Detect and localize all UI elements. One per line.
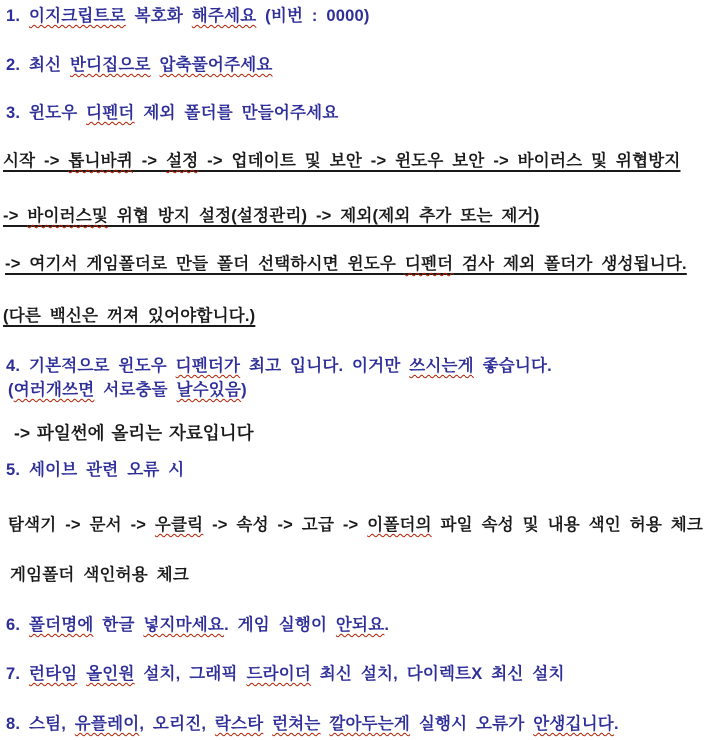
- text-segment: 제외 폴더를 만들어주세요: [134, 104, 339, 122]
- text-segment: 8. 스팀,: [6, 715, 75, 733]
- text-segment: 게임폴더 색인허용 체크: [10, 566, 189, 584]
- text-segment: (: [8, 381, 14, 399]
- misspelled-word: 런타임: [28, 665, 78, 683]
- text-segment: (비번 : 0000): [256, 7, 370, 25]
- text-line: [8, 380, 247, 400]
- misspelled-word: 바이러스및: [27, 207, 109, 225]
- misspelled-word: 이폴더의: [367, 516, 432, 534]
- text-segment: 5. 세이브 관련 오류 시: [6, 461, 185, 479]
- text-segment: 파일 속성 및 내용 색인 허용 체크: [431, 516, 704, 534]
- misspelled-word: 런쳐는: [272, 715, 321, 733]
- text-segment: 2. 최신: [6, 56, 71, 74]
- text-line: [6, 103, 338, 123]
- text-segment: 한글: [93, 616, 144, 634]
- text-segment: 복호화: [125, 7, 192, 25]
- text-line: [14, 423, 254, 443]
- text-line: [10, 565, 189, 585]
- text-segment: ->: [132, 152, 167, 170]
- text-segment: (다른 백신은 꺼져 있어야합니다.): [3, 307, 256, 325]
- text-segment: 6.: [6, 616, 29, 634]
- misspelled-word: 우클릭: [154, 516, 204, 534]
- text-segment: 최고 입니다. 이거만: [240, 357, 410, 375]
- misspelled-word: 압축풀어주세요: [159, 56, 273, 74]
- text-segment: 1.: [6, 7, 29, 25]
- text-segment: 3. 윈도우: [6, 104, 87, 122]
- text-line: [6, 55, 273, 75]
- misspelled-word: 쓰시는게: [409, 357, 474, 375]
- misspelled-word: 날수있음: [176, 381, 242, 399]
- text-segment: -> 여기서 게임폴더로 만들 폴더 선택하시면 윈도우: [5, 255, 405, 273]
- misspelled-word: 디펜더가: [175, 357, 241, 375]
- misspelled-word: 반디집으로: [70, 56, 151, 74]
- text-segment: , 오리진,: [139, 715, 215, 733]
- text-line: [5, 254, 687, 274]
- text-segment: 서로충돌: [94, 381, 177, 399]
- misspelled-word: 드라이더: [246, 665, 311, 683]
- text-segment: [151, 56, 160, 74]
- text-segment: -> 업데이트 및 보안 -> 윈도우 보안 -> 바이러스 및 위협방지: [198, 152, 681, 170]
- misspelled-word: 이지크립트로: [28, 7, 126, 25]
- text-segment: 최신 설치, 다이렉트X 최신 설치: [311, 665, 565, 683]
- text-segment: 위협 방지 설정(설정관리) -> 제외(제외 추가 또는 제거): [108, 207, 540, 225]
- text-line: [6, 664, 565, 684]
- misspelled-word: 디펜더: [86, 104, 135, 122]
- text-segment: 시작 ->: [3, 152, 69, 170]
- misspelled-word: 안생깁니다: [533, 715, 614, 733]
- text-segment: [263, 715, 272, 733]
- misspelled-word: 폴더명에: [28, 616, 94, 634]
- misspelled-word: 톱니바퀴: [68, 152, 133, 170]
- text-line: [3, 151, 680, 171]
- text-segment: . 게임 실행이: [224, 616, 336, 634]
- text-segment: 실행시 오류가: [410, 715, 534, 733]
- text-segment: .: [613, 715, 619, 733]
- text-segment: [77, 665, 86, 683]
- misspelled-word: 안되요: [335, 616, 385, 634]
- misspelled-word: 디펜더: [404, 255, 454, 273]
- text-segment: 검사 제외 폴더가 생성됩니다.: [453, 255, 687, 273]
- misspelled-word: 설정: [166, 152, 199, 170]
- misspelled-word: 깔아두는게: [329, 715, 411, 733]
- text-segment: 좋습니다.: [473, 357, 552, 375]
- text-line: [6, 714, 619, 734]
- text-line: [6, 615, 389, 635]
- misspelled-word: 해주세요: [191, 7, 257, 25]
- misspelled-word: 넣지마세요: [143, 616, 225, 634]
- text-line: [3, 306, 255, 326]
- text-segment: ->: [3, 207, 28, 225]
- text-segment: .: [384, 616, 390, 634]
- text-segment: 7.: [6, 665, 29, 683]
- misspelled-word: 여러개쓰면: [13, 381, 95, 399]
- text-segment: 설치, 그래픽: [134, 665, 247, 683]
- misspelled-word: 올인원: [86, 665, 135, 683]
- text-segment: -> 속성 -> 고급 ->: [203, 516, 368, 534]
- text-line: [6, 6, 370, 26]
- text-segment: -> 파일썬에 올리는 자료입니다: [14, 423, 254, 443]
- misspelled-word: 유플레이: [74, 715, 140, 733]
- misspelled-word: 락스타: [214, 715, 264, 733]
- text-segment: 4. 기본적으로 윈도우: [6, 357, 176, 375]
- text-line: [6, 460, 184, 480]
- text-line: [8, 515, 703, 535]
- text-segment: ): [241, 381, 247, 399]
- text-segment: 탐색기 -> 문서 ->: [8, 516, 155, 534]
- text-line: [6, 356, 552, 376]
- text-line: [3, 206, 539, 226]
